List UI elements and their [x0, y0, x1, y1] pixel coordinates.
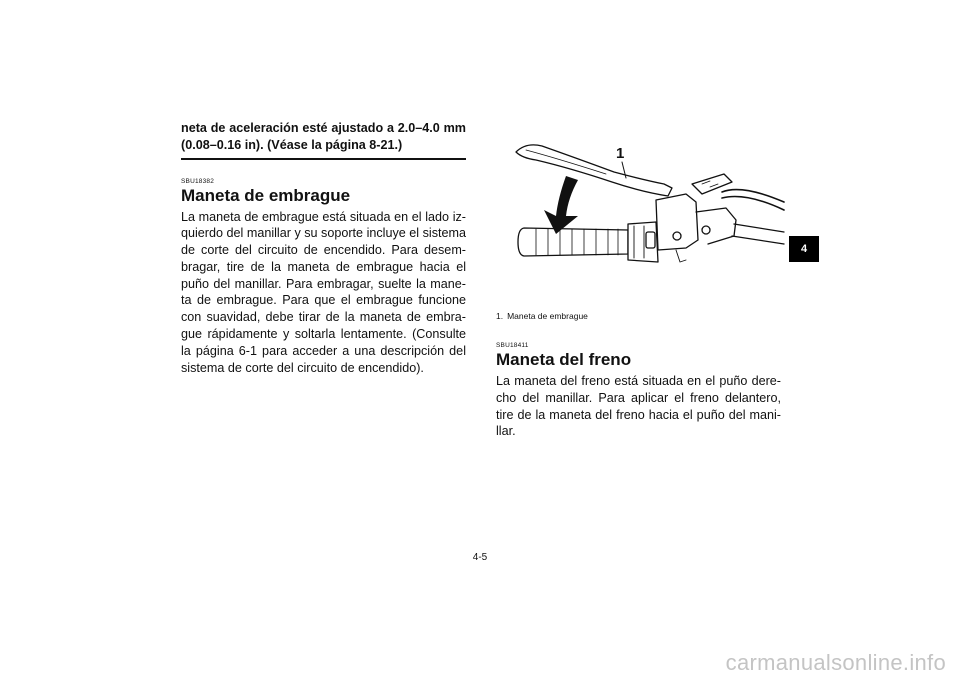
caption-text: Maneta de embrague [507, 311, 588, 321]
caption-number: 1. [496, 311, 504, 321]
section-code: SBU18411 [496, 342, 529, 349]
figure-callout: 1 [616, 145, 625, 162]
left-column [181, 120, 466, 376]
watermark: carmanualsonline.info [725, 650, 946, 675]
section-code: SBU18382 [181, 177, 215, 185]
figure-caption [496, 311, 588, 321]
brake-lever-body: La maneta del freno está situada en el puño dere-cho del manillar. Para aplicar el freno delantero, tire de la maneta del freno hacia el puño del mani-llar. [496, 374, 781, 439]
chapter-tab: 4 [789, 236, 819, 262]
page-number: 4-5 [472, 552, 488, 563]
handlebar-drawing [496, 132, 786, 307]
clutch-lever-body: La maneta de embrague está situada en el lado iz-quierdo del manillar y su soporte incluye el sistema de corte del circuito de encendido. Para desem-bragar, tire de la maneta de embrague hacia el puño del manillar. Para embragar, suelte la mane-ta de embrague. Para que el embrague funcione con suavidad, debe tirar de la maneta de embra-gue rápidamente y soltarla lentamente. (Consulte la página 6-1 para acceder a una descripción del sistema de corte del circuito de encendido). [181, 209, 466, 375]
continued-text [181, 120, 466, 154]
brake-lever-heading: Maneta del freno [496, 350, 632, 369]
clutch-lever-heading: Maneta de embrague [181, 185, 351, 205]
continued-line-2: (0.08–0.16 in). (Véase la página 8-21.) [181, 138, 403, 152]
continued-line-1: neta de aceleración esté ajustado a 2.0–4.0 mm [181, 121, 466, 135]
brake-lever-section [496, 342, 781, 440]
clutch-lever-illustration [496, 132, 786, 307]
